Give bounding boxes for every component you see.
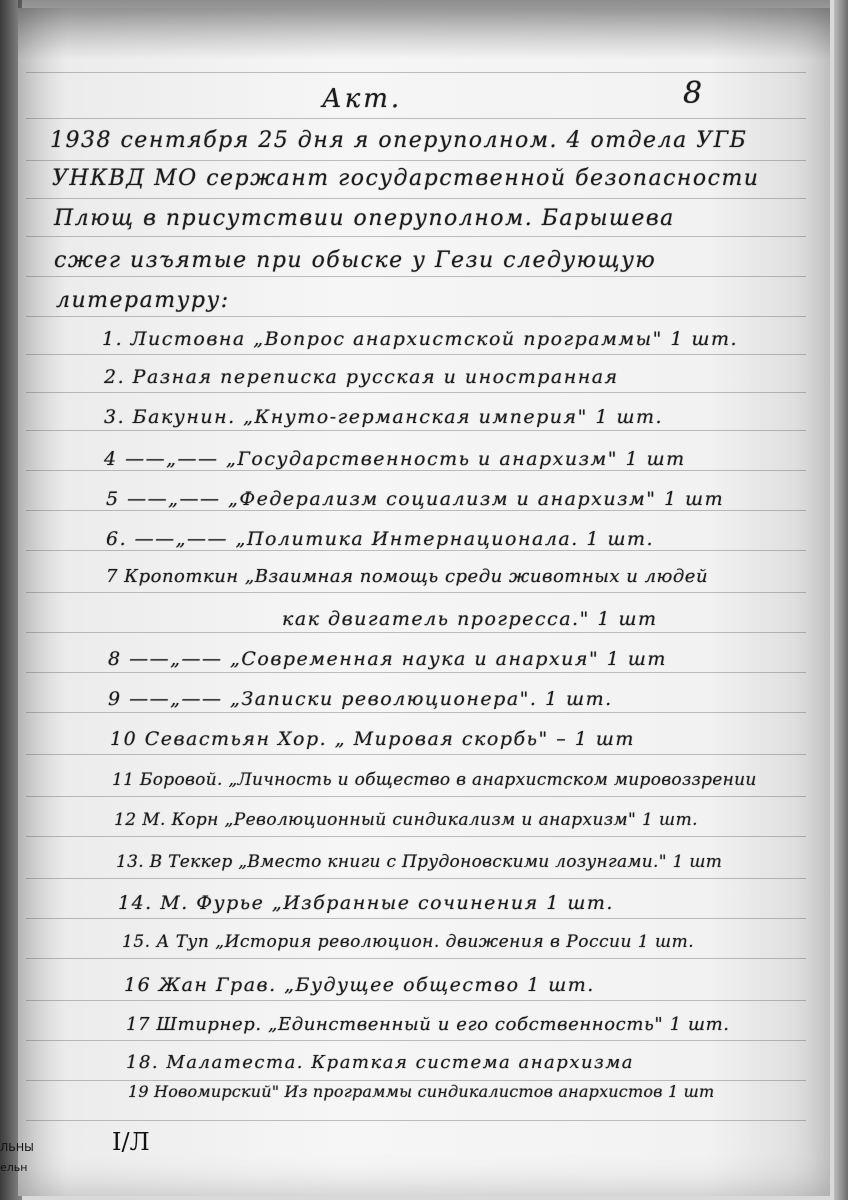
list-item: 1. Листовна „Вопрос анархистской программы" 1 шт. [102, 328, 739, 350]
ruled-line [26, 592, 806, 593]
ruled-line [26, 958, 806, 959]
list-item: 2. Разная переписка русская и иностранная [104, 366, 619, 388]
ruled-line [26, 632, 806, 633]
ruled-line [26, 72, 806, 73]
ruled-line [26, 510, 806, 511]
list-item: 4 ——„—— „Государственность и анархизм" 1 шт [104, 448, 686, 470]
page-number: 8 [683, 76, 704, 111]
ruled-line [26, 160, 806, 161]
ruled-line [26, 836, 806, 837]
ruled-line [26, 550, 806, 551]
ruled-line [26, 672, 806, 673]
ruled-line [26, 1080, 806, 1081]
list-item: 15. А Туп „История революцион. движения в России 1 шт. [122, 932, 695, 952]
intro-line: литературу: [56, 288, 230, 313]
intro-line: 1938 сентября 25 дня я оперуполном. 4 отдела УГБ [50, 128, 748, 153]
list-item: 9 ——„—— „Записки революционера". 1 шт. [108, 688, 613, 710]
list-item: 5 ——„—— „Федерализм социализм и анархизм" 1 шт [106, 488, 725, 510]
list-item: 6. ——„—— „Политика Интернационала. 1 шт. [106, 528, 655, 550]
list-item: 11 Боровой. „Личность и общество в анархистском мировоззрении [112, 770, 757, 790]
ruled-line [26, 1120, 806, 1121]
list-item: 8 ——„—— „Современная наука и анархия" 1 шт [108, 648, 667, 670]
ruled-line [26, 354, 806, 355]
list-item: 18. Малатеста. Краткая система анархизма [126, 1052, 635, 1073]
list-item: 17 Штирнер. „Единственный и его собственность" 1 шт. [126, 1014, 730, 1035]
intro-line: сжег изъятые при обыске у Гези следующую [54, 248, 657, 273]
ruled-line [26, 236, 806, 237]
ruled-line [26, 470, 806, 471]
intro-line: УНКВД МО сержант государственной безопасности [52, 166, 760, 191]
list-item: 14. М. Фурье „Избранные сочинения 1 шт. [118, 892, 614, 914]
scan-top-shadow [18, 0, 830, 60]
margin-fragment: ельн [0, 1161, 28, 1174]
ruled-line [26, 392, 806, 393]
ruled-line [26, 276, 806, 277]
ruled-line [26, 1000, 806, 1001]
intro-line: Плющ в присутствии оперуполном. Барышева [54, 206, 675, 231]
list-item: 16 Жан Грав. „Будущее общество 1 шт. [124, 974, 595, 996]
ruled-line [26, 712, 806, 713]
list-item-continuation: как двигатель прогресса." 1 шт [282, 608, 658, 630]
ruled-line [26, 430, 806, 431]
footer-mark: I/Л [112, 1128, 150, 1156]
document-title: Акт. [322, 84, 403, 114]
margin-fragment: ЛЬНЫ [0, 1141, 34, 1154]
ruled-line [26, 118, 806, 119]
list-item: 13. В Теккер „Вместо книги с Прудоновскими лозунгами." 1 шт [116, 852, 723, 872]
list-item: 7 Кропоткин „Взаимная помощь среди животных и людей [106, 566, 709, 587]
ruled-line [26, 878, 806, 879]
ruled-line [26, 1040, 806, 1041]
list-item: 3. Бакунин. „Кнуто-германская империя" 1 шт. [104, 406, 664, 428]
list-item: 12 М. Корн „Революционный синдикализм и анархизм" 1 шт. [114, 810, 698, 830]
list-item: 19 Новомирский" Из программы синдикалистов анархистов 1 шт [128, 1082, 715, 1101]
ruled-line [26, 796, 806, 797]
ruled-line [26, 918, 806, 919]
ruled-line [26, 198, 806, 199]
scan-right-edge [834, 0, 848, 1200]
list-item: 10 Севастьян Хор. „ Мировая скорбь" – 1 шт [110, 728, 635, 750]
ruled-line [26, 754, 806, 755]
ruled-line [26, 316, 806, 317]
